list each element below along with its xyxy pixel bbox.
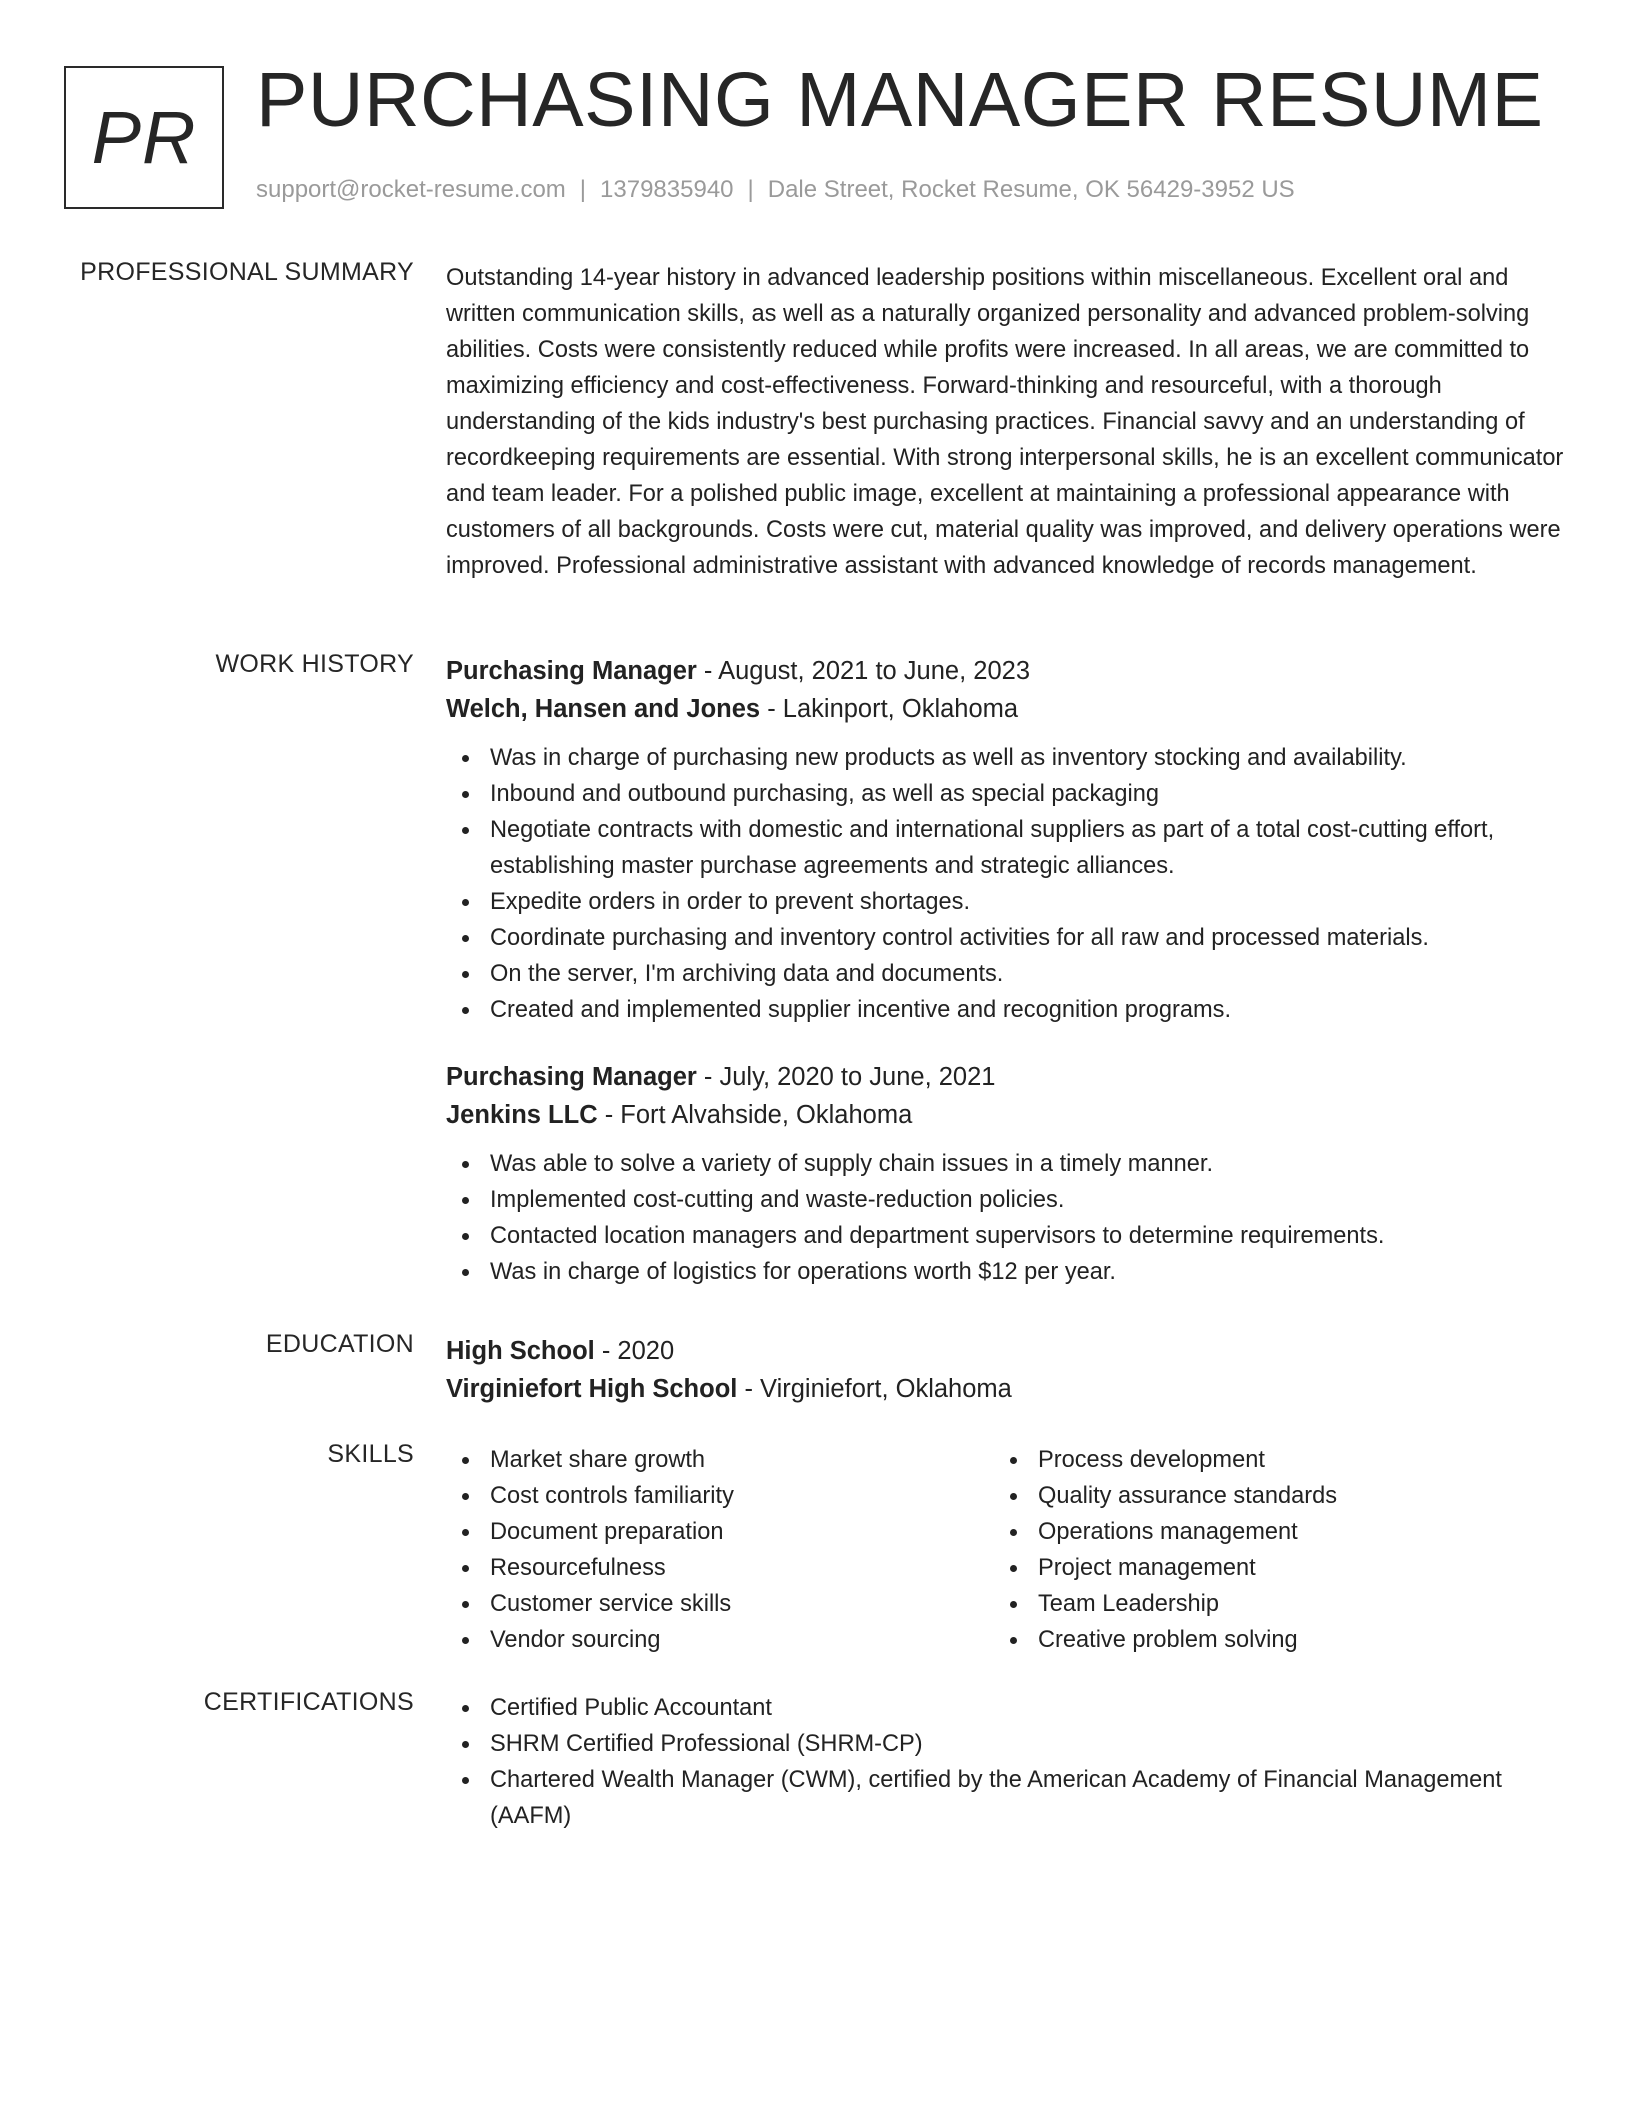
skills-grid bbox=[446, 1442, 1564, 1658]
job-dates: - July, 2020 to June, 2021 bbox=[696, 1063, 996, 1091]
list-item: Vendor sourcing bbox=[446, 1622, 994, 1658]
job-entry bbox=[446, 652, 1564, 1028]
job-entry bbox=[446, 1058, 1564, 1290]
summary-text: Outstanding 14-year history in advanced leadership positions within miscellaneous. Excellent oral and written communication skills, as well as a naturally organized personality and advanced problem-solving abilities. Costs were consistently reduced while profits were increased. In all areas, we are committed to maximizing efficiency and cost-effectiveness. Forward-thinking and resourceful, with a thorough understanding of the kids industry's best purchasing practices. Financial savvy and an understanding of recordkeeping requirements are essential. With strong interpersonal skills, he is an excellent communicator and team leader. For a polished public image, excellent at maintaining a professional appearance with customers of all backgrounds. Costs were cut, material quality was improved, and delivery operations were improved. Professional administrative assistant with advanced knowledge of records management. bbox=[446, 265, 1564, 579]
list-item: Chartered Wealth Manager (CWM), certified by the American Academy of Financial Management (AAFM) bbox=[446, 1762, 1564, 1834]
monogram-initials: PR bbox=[91, 96, 197, 179]
list-item: Expedite orders in order to prevent shortages. bbox=[446, 884, 1564, 920]
education-degree-line bbox=[446, 1332, 1564, 1370]
contact-email: support@rocket-resume.com bbox=[256, 176, 566, 203]
list-item: Document preparation bbox=[446, 1514, 994, 1550]
skills-column-left bbox=[446, 1442, 994, 1658]
list-item: Coordinate purchasing and inventory control activities for all raw and processed materials. bbox=[446, 920, 1564, 956]
list-item: Market share growth bbox=[446, 1442, 994, 1478]
list-item: Negotiate contracts with domestic and international suppliers as part of a total cost-cutting effort, establishing master purchase agreements and strategic alliances. bbox=[446, 812, 1564, 884]
contact-address: Dale Street, Rocket Resume, OK 56429-3952 US bbox=[767, 176, 1295, 203]
list-item: SHRM Certified Professional (SHRM-CP) bbox=[446, 1726, 1564, 1762]
job-title: Purchasing Manager bbox=[446, 657, 697, 685]
list-item: Team Leadership bbox=[994, 1586, 1542, 1622]
job-title-line bbox=[446, 652, 1564, 690]
education-school-line bbox=[446, 1370, 1564, 1408]
section-label-certifications: CERTIFICATIONS bbox=[203, 1688, 414, 1716]
list-item: Was able to solve a variety of supply chain issues in a timely manner. bbox=[446, 1146, 1564, 1182]
resume-title: PURCHASING MANAGER RESUME bbox=[256, 57, 1544, 143]
job-bullets bbox=[446, 1146, 1564, 1290]
certifications-list bbox=[446, 1690, 1564, 1834]
education-year: - 2020 bbox=[594, 1337, 675, 1365]
section-label-education: EDUCATION bbox=[265, 1330, 414, 1358]
contact-phone: 1379835940 bbox=[600, 176, 734, 203]
education-location: - Virginiefort, Oklahoma bbox=[737, 1375, 1012, 1403]
section-label-summary: PROFESSIONAL SUMMARY bbox=[80, 258, 414, 286]
list-item: On the server, I'm archiving data and documents. bbox=[446, 956, 1564, 992]
job-title: Purchasing Manager bbox=[446, 1063, 697, 1091]
contact-line bbox=[256, 176, 1295, 204]
list-item: Creative problem solving bbox=[994, 1622, 1542, 1658]
list-item: Resourcefulness bbox=[446, 1550, 994, 1586]
list-item: Implemented cost-cutting and waste-reduction policies. bbox=[446, 1182, 1564, 1218]
job-company-line bbox=[446, 690, 1564, 728]
list-item: Customer service skills bbox=[446, 1586, 994, 1622]
education-degree: High School bbox=[446, 1337, 595, 1365]
skills-column-right bbox=[994, 1442, 1542, 1658]
job-dates: - August, 2021 to June, 2023 bbox=[696, 657, 1030, 685]
job-location: - Fort Alvahside, Oklahoma bbox=[597, 1101, 913, 1129]
list-item: Was in charge of logistics for operations worth $12 per year. bbox=[446, 1254, 1564, 1290]
skills-list bbox=[994, 1442, 1542, 1658]
contact-separator: | bbox=[747, 176, 754, 203]
list-item: Process development bbox=[994, 1442, 1542, 1478]
monogram-box bbox=[64, 66, 224, 209]
list-item: Operations management bbox=[994, 1514, 1542, 1550]
skills-list bbox=[446, 1442, 994, 1658]
job-location: - Lakinport, Oklahoma bbox=[760, 695, 1019, 723]
list-item: Project management bbox=[994, 1550, 1542, 1586]
list-item: Certified Public Accountant bbox=[446, 1690, 1564, 1726]
job-bullets bbox=[446, 740, 1564, 1028]
job-company: Welch, Hansen and Jones bbox=[446, 695, 761, 723]
job-company-line bbox=[446, 1096, 1564, 1134]
job-title-line bbox=[446, 1058, 1564, 1096]
section-label-work-history: WORK HISTORY bbox=[215, 650, 414, 678]
list-item: Quality assurance standards bbox=[994, 1478, 1542, 1514]
section-label-skills: SKILLS bbox=[327, 1440, 414, 1468]
work-history-body bbox=[446, 652, 1564, 1290]
list-item: Created and implemented supplier incentive and recognition programs. bbox=[446, 992, 1564, 1028]
contact-separator: | bbox=[579, 176, 587, 203]
list-item: Inbound and outbound purchasing, as well as special packaging bbox=[446, 776, 1564, 812]
skills-body bbox=[446, 1442, 1564, 1658]
certifications-body bbox=[446, 1690, 1564, 1834]
education-body bbox=[446, 1332, 1564, 1408]
list-item: Was in charge of purchasing new products as well as inventory stocking and availability. bbox=[446, 740, 1564, 776]
list-item: Cost controls familiarity bbox=[446, 1478, 994, 1514]
education-school: Virginiefort High School bbox=[446, 1375, 738, 1403]
list-item: Contacted location managers and department supervisors to determine requirements. bbox=[446, 1218, 1564, 1254]
job-company: Jenkins LLC bbox=[446, 1101, 598, 1129]
